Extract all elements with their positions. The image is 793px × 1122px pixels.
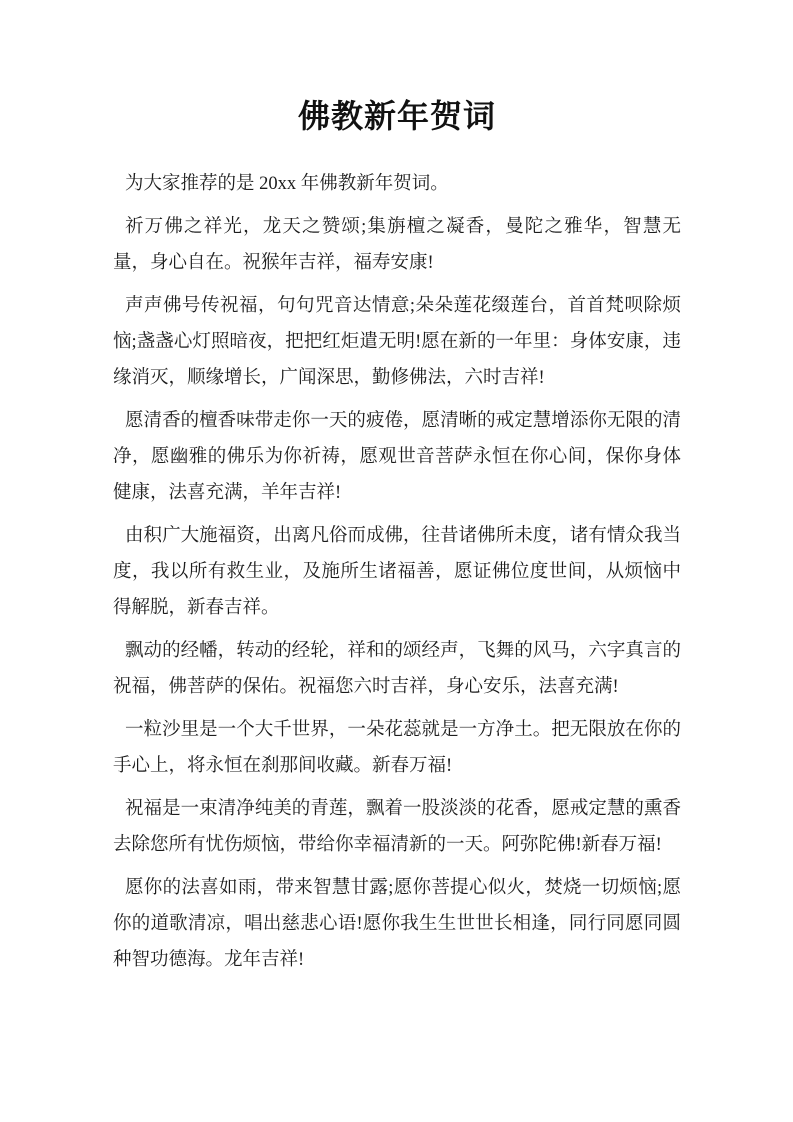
paragraph: 由积广大施福资，出离凡俗而成佛，往昔诸佛所未度，诸有情众我当度，我以所有救生业，及施所生诸福善，愿证佛位度世间，从烦恼中得解脱，新春吉祥。 <box>113 526 681 618</box>
paragraph: 为大家推荐的是 20xx 年佛教新年贺词。 <box>125 174 449 194</box>
document-title: 佛教新年贺词 <box>297 98 496 134</box>
paragraph: 愿你的法喜如雨，带来智慧甘露;愿你菩提心似火，焚烧一切烦恼;愿你的道歌清凉，唱出慈悲心语!愿你我生生世世长相逢，同行同愿同圆种智功德海。龙年吉祥! <box>113 878 681 970</box>
paragraph: 祈万佛之祥光，龙天之赞颂;集旃檀之凝香，曼陀之雅华，智慧无量，身心自在。祝猴年吉祥，福寿安康! <box>113 217 681 273</box>
paragraph: 愿清香的檀香味带走你一天的疲倦，愿清晰的戒定慧增添你无限的清净，愿幽雅的佛乐为你祈祷，愿观世音菩萨永恒在你心间，保你身体健康，法喜充满，羊年吉祥! <box>113 411 681 503</box>
paragraph: 声声佛号传祝福，句句咒音达情意;朵朵莲花缀莲台，首首梵呗除烦恼;盏盏心灯照暗夜，把把红炬遣无明!愿在新的一年里：身体安康，违缘消灭，顺缘增长，广闻深思，勤修佛法，六时吉祥! <box>113 296 681 388</box>
paragraph: 祝福是一束清净纯美的青莲，飘着一股淡淡的花香，愿戒定慧的熏香去除您所有忧伤烦恼，带给你幸福清新的一天。阿弥陀佛!新春万福! <box>113 799 681 855</box>
paragraph: 飘动的经幡，转动的经轮，祥和的颂经声，飞舞的风马，六字真言的祝福，佛菩萨的保佑。祝福您六时吉祥，身心安乐，法喜充满! <box>113 641 681 697</box>
paragraph: 一粒沙里是一个大千世界，一朵花蕊就是一方净土。把无限放在你的手心上，将永恒在刹那间收藏。新春万福! <box>113 720 681 776</box>
document-body <box>113 166 681 978</box>
